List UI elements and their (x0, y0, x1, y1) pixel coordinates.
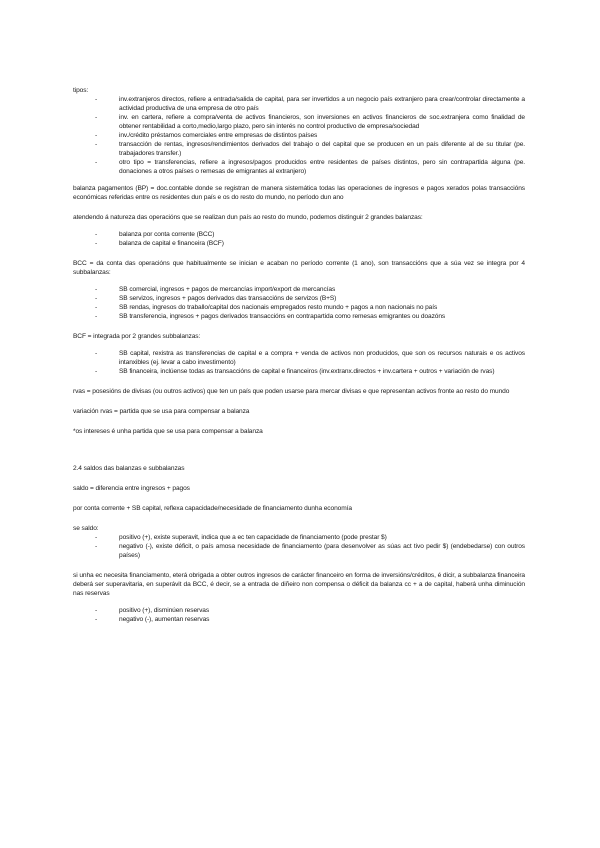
bcc-sublist (73, 285, 525, 321)
por-conta-paragraph: por conta corrente + SB capital, reflexa capacidade/necesidade de financiamento dunha economía (73, 505, 352, 512)
variation-rvas: variación rvas = partida que se usa para compensar a balanza (73, 408, 250, 415)
list-item: - inv./crédito préstamos comerciales entre empresas de distintos países (73, 131, 525, 140)
list-item: - SB servizos, ingresos + pagos derivados das transaccións de servizos (B+S) (73, 294, 525, 303)
list-item: - SB comercial, ingresos + pagos de mercancías import/export de mercancías (73, 285, 525, 294)
types-list (73, 95, 525, 176)
section-title: 2.4 saldos das balanzas e subbalanzas (73, 465, 185, 472)
types-heading: tipos: (73, 87, 89, 94)
list-item: - negativo (-), aumentan reservas (73, 615, 525, 624)
list-item: - balanza de capital e financeira (BCF) (73, 239, 525, 248)
se-saldo-heading: se saldo: (73, 525, 99, 532)
saldo-list (73, 533, 525, 560)
list-item: - SB transferencia, ingresos + pagos derivados transaccións en contrapartida como remesas emigrantes ou doazóns (73, 312, 525, 321)
saldo-definition: saldo = diferencia entre ingresos + pagos (73, 485, 190, 492)
balances-list (73, 230, 525, 248)
reserves-list (73, 606, 525, 624)
attending-paragraph: atendendo á natureza das operacións que se realizan dun país ao resto do mundo, podemos distinguir 2 grandes balanzas: (73, 214, 423, 221)
bcc-definition: BCC = da conta das operacións que habitualmente se inician e acaban no período corrente (1 ano), son transaccións que a súa vez se integra por 4 subbalanzas: (73, 260, 525, 276)
list-item: - balanza por conta corrente (BCC) (73, 230, 525, 239)
list-item: - SB capital, rexistra as transferencias de capital e a compra + venda de activos non producidos, que son os recursos naturais e os activos intanxibles (ej. levar a cabo investimento) (73, 349, 525, 367)
rvas-definition: rvas = posesións de divisas (ou outros activos) que ten un país que poden usarse para mercar divisas e que representan activos fronte ao resto do mundo (73, 388, 510, 395)
document-content (73, 86, 525, 624)
list-item: - negativo (-), existe déficit, o país amosa necesidade de financiamento (para desenvolver as súas act tivo pedir $) (endebedarse) con outros países) (73, 542, 525, 560)
financing-paragraph: si unha ec necesita financiamento, eterá obrigada a obter outros ingresos de carácter financeiro en forma de inversións/créditos, é dicir, a subbalanza financeira deberá ser superavitaria, en superávit da BCC, é decir, se a entrada de diñeiro non compensa o déficit da balanza cc + a de capital, haberá unha diminución nas reservas (73, 572, 525, 597)
list-item: - otro tipo = transferencias, refiere a ingresos/pagos producidos entre residentes de países distintos, pero sin contrapartida alguna (pe. donaciones a otros países o remesas de emigrantes al extranjero) (73, 158, 525, 176)
list-item: - SB rendas, ingresos do traballo/capital dos nacionais empregados resto mundo + pagos a non nacionais no país (73, 303, 525, 312)
list-item: - inv.extranjeros directos, refiere a entrada/salida de capital, para ser invertidos a un negocio país extranjero para crear/controlar directamente a actividad productiva de una empresa de otro país (73, 95, 525, 113)
bcf-sublist (73, 349, 525, 376)
list-item: - transacción de rentas, ingresos/rendimientos derivados del trabajo o del capital que se producen en un país diferente al de su titular (pe. trabajadores transfer.) (73, 140, 525, 158)
bcf-definition: BCF = integrada por 2 grandes subbalanzas: (73, 333, 201, 340)
interests-note: *os intereses é unha partida que se usa para compensar a balanza (73, 428, 263, 435)
list-item: - inv. en cartera, refiere a compra/venta de activos financieros, son inversiones en activos financieros de soc.extranjera como finalidad de obtener rentabilidad a corto,medio,largo plazo, pero sin interés no control productivo de empresa/sociedad (73, 113, 525, 131)
list-item: - positivo (+), existe superavit, indica que a ec ten capacidade de financiamento (pode prestar $) (73, 533, 525, 542)
list-item: - SB financeira, inclúense todas as transaccións de capital e financeiros (inv.extranx.directos + inv.cartera + outros + variación de rvas) (73, 367, 525, 376)
list-item: - positivo (+), disminúen reservas (73, 606, 525, 615)
bp-definition: balanza pagamentos (BP) = doc.contable donde se registran de manera sistemática todas las operaciones de ingresos e pagos xerados polas transaccións económicas referidas entre os residentes dun país e os do resto do mundo, no período dun ano (73, 185, 525, 201)
